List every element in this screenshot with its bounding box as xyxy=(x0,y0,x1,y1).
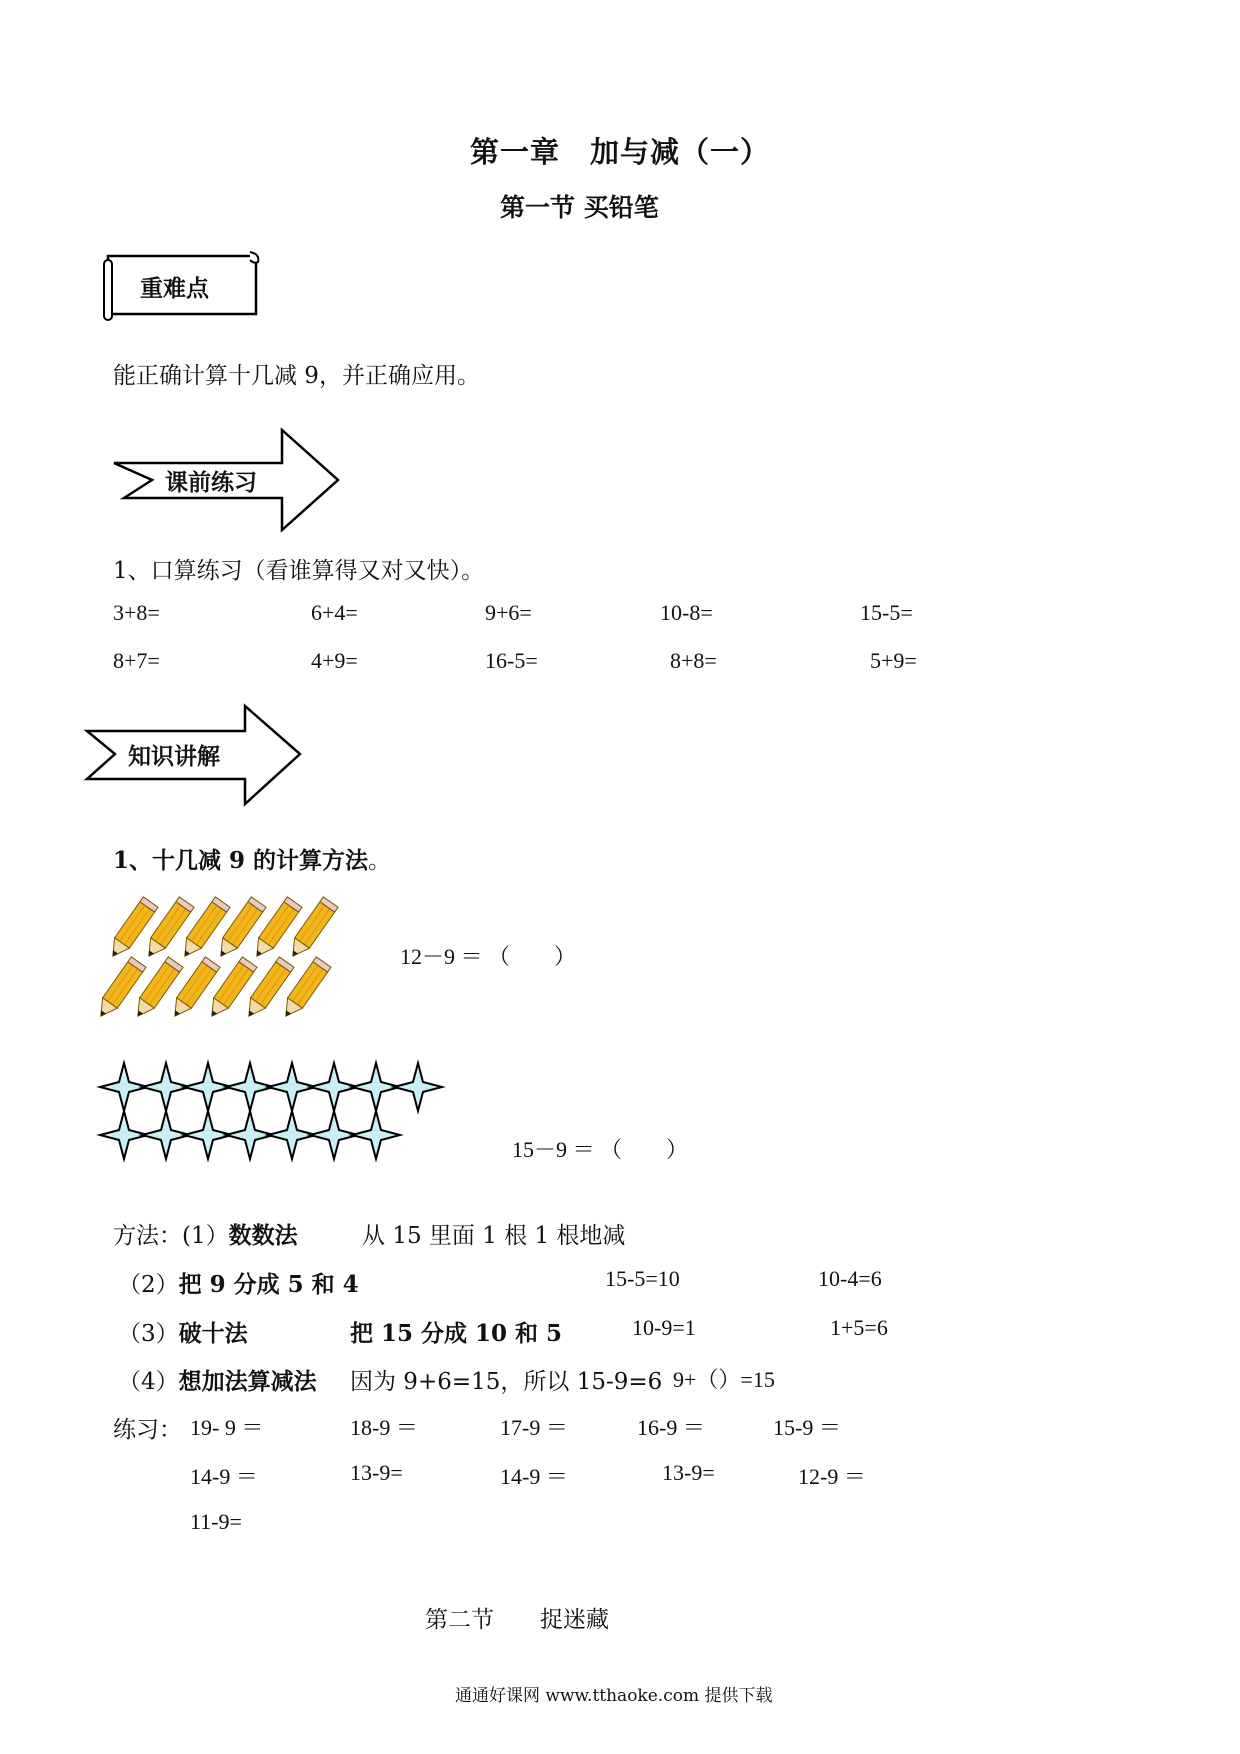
practice-item: 13-9= xyxy=(350,1460,403,1485)
method-name: 想加法算减法 xyxy=(178,1368,317,1395)
practice-item: 16-9 ＝ xyxy=(637,1415,705,1440)
method-name: 把 9 分成 5 和 4 xyxy=(178,1271,359,1298)
oral-item: 9+6= xyxy=(485,600,532,625)
oral-item: 15-5= xyxy=(860,600,913,625)
star-equation: 15－9 ＝ （ ） xyxy=(512,1137,689,1162)
method-prefix: （2） xyxy=(118,1272,179,1298)
practice-item: 14-9 ＝ xyxy=(190,1464,258,1489)
stars-illustration xyxy=(100,1050,460,1170)
method-3 xyxy=(118,1315,248,1348)
knowledge-heading-end: 。 xyxy=(368,848,392,874)
practice-item: 12-9 ＝ xyxy=(798,1464,866,1489)
difficulty-text: 能正确计算十几减 9，并正确应用。 xyxy=(113,363,480,389)
next-section-title: 第二节 捉迷藏 xyxy=(425,1607,609,1633)
oral-item: 8+7= xyxy=(113,648,160,673)
pencil-equation: 12－9 ＝ （ ） xyxy=(400,944,577,969)
difficulty-badge: 重难点 xyxy=(140,275,209,302)
practice-item: 18-9 ＝ xyxy=(350,1415,418,1440)
method-2 xyxy=(118,1266,359,1299)
method-step: 10-9=1 xyxy=(632,1315,696,1340)
method-prefix: （3） xyxy=(118,1321,179,1347)
method-step: 15-5=10 xyxy=(605,1266,680,1291)
star-icon xyxy=(394,1063,442,1111)
footer-credit: 通通好课网 www.tthaoke.com 提供下载 xyxy=(455,1686,773,1706)
pencils-illustration xyxy=(100,895,370,1015)
knowledge-heading-text: 1、十几减 9 的计算方法 xyxy=(113,847,369,874)
method-desc: 把 15 分成 10 和 5 xyxy=(350,1320,563,1347)
method-name: 数数法 xyxy=(228,1222,298,1249)
star-icon xyxy=(352,1111,400,1159)
method-1 xyxy=(113,1217,298,1250)
oral-item: 16-5= xyxy=(485,648,538,673)
preclass-question: 1、口算练习（看谁算得又对又快）。 xyxy=(113,558,485,584)
practice-item: 17-9 ＝ xyxy=(500,1415,568,1440)
knowledge-heading xyxy=(113,842,391,875)
method-step: 10-4=6 xyxy=(818,1266,882,1291)
chapter-title: 第一章 加与减（一） xyxy=(470,135,771,169)
practice-item: 19- 9 ＝ xyxy=(190,1415,264,1440)
section-title: 第一节 买铅笔 xyxy=(500,193,659,222)
method-4 xyxy=(118,1363,317,1396)
oral-item: 6+4= xyxy=(311,600,358,625)
practice-item: 13-9= xyxy=(662,1460,715,1485)
method-prefix: （4） xyxy=(118,1369,179,1395)
method-blank: 9+（）=15 xyxy=(673,1367,775,1392)
oral-item: 5+9= xyxy=(870,648,917,673)
oral-item: 3+8= xyxy=(113,600,160,625)
practice-item: 11-9= xyxy=(190,1509,242,1534)
method-desc: 从 15 里面 1 根 1 根地减 xyxy=(362,1223,626,1249)
method-desc: 因为 9+6=15，所以 15-9=6 xyxy=(350,1369,663,1395)
oral-item: 10-8= xyxy=(660,600,713,625)
knowledge-badge: 知识讲解 xyxy=(128,743,220,770)
practice-item: 15-9 ＝ xyxy=(773,1415,841,1440)
practice-item: 14-9 ＝ xyxy=(500,1464,568,1489)
oral-item: 8+8= xyxy=(670,648,717,673)
method-name: 破十法 xyxy=(178,1320,248,1347)
oral-item: 4+9= xyxy=(311,648,358,673)
method-prefix: 方法：(1） xyxy=(113,1223,229,1249)
practice-label: 练习： xyxy=(113,1417,182,1443)
preclass-badge: 课前练习 xyxy=(165,469,257,496)
method-step: 1+5=6 xyxy=(830,1315,888,1340)
